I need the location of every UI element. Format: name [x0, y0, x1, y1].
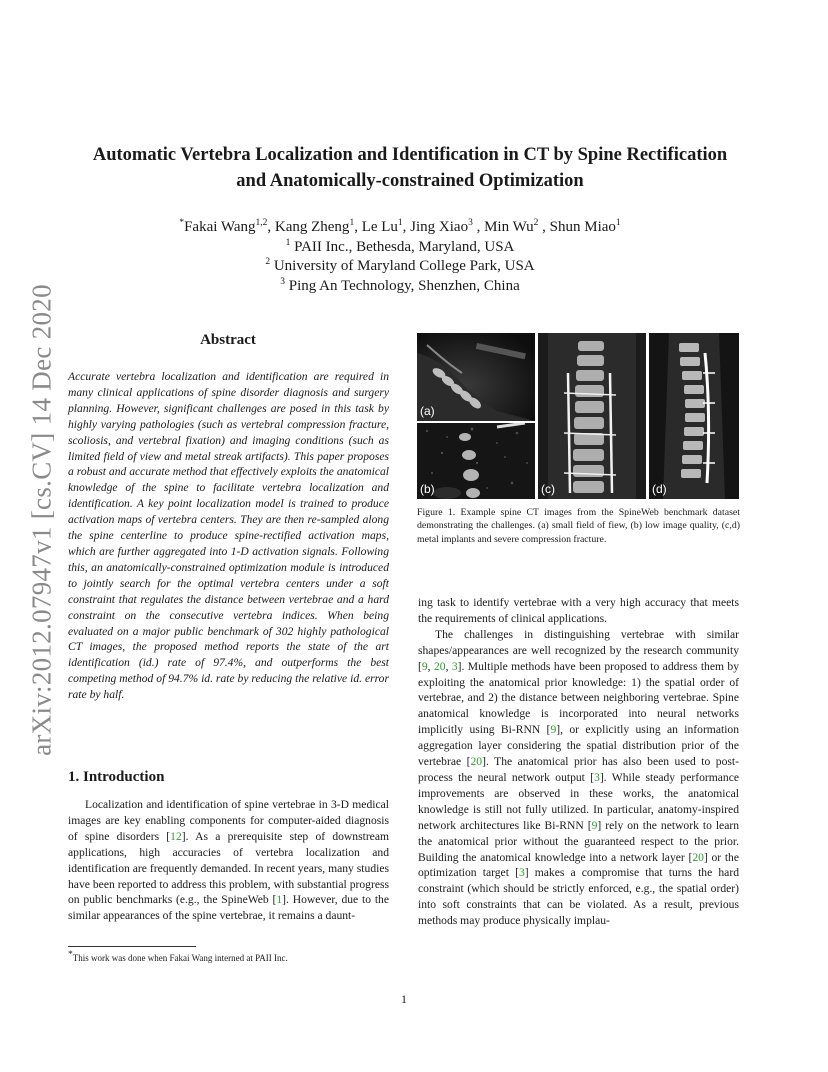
author-star: *	[179, 218, 185, 228]
ct-panel-d	[649, 333, 739, 499]
right-column-text	[418, 595, 739, 929]
affil-text: PAII Inc., Bethesda, Maryland, USA	[290, 238, 515, 255]
footnote-star: *	[68, 950, 73, 960]
author-name: Fakai Wang	[184, 219, 256, 235]
citation-link[interactable]: 3	[594, 770, 600, 784]
author-block	[100, 218, 700, 296]
affil-text: Ping An Technology, Shenzhen, China	[284, 277, 520, 294]
author-name: , Min Wu	[472, 219, 534, 235]
citation-link[interactable]: 20	[692, 850, 704, 864]
affil-sup: 2	[265, 257, 271, 267]
ct-image-c	[538, 333, 646, 499]
footnote-text: This work was done when Fakai Wang interned at PAII Inc.	[72, 953, 288, 963]
author-affil-sup: 1	[397, 218, 403, 228]
citation-link[interactable]: 20	[433, 659, 446, 673]
citation-link[interactable]: 3	[451, 659, 458, 673]
intro-paragraph	[68, 797, 389, 924]
affiliation-3	[100, 277, 700, 297]
abstract-heading: Abstract	[200, 332, 256, 348]
affiliation-2	[100, 257, 700, 277]
author-affil-sup: 1	[615, 218, 621, 228]
intro-text: Localization and identification of spine vertebrae in 3-D medical images are key enabling components for computer-aided diagnosis of spine disorders [	[68, 798, 389, 843]
body-text: ], or explicitly using an information aggregation layer considering the spatial distribution prior of the vertebrae [	[418, 723, 740, 769]
author-list	[100, 218, 700, 238]
citation-link[interactable]: 9	[591, 818, 598, 832]
intro-text: ]. As a prerequisite step of downstream applications, high accuracies of vertebra localization and identification are frequently demanded. In recent years, many studies have been reported to address this problem, with substantial progress on public benchmarks (e.g., the SpineWeb [	[68, 829, 389, 907]
affiliation-1	[100, 238, 700, 258]
panel-label-b: (b)	[420, 482, 435, 496]
affil-text: University of Maryland College Park, USA	[270, 258, 535, 274]
footnote-rule	[68, 946, 196, 947]
author-name: , Jing Xiao	[402, 219, 469, 235]
figure-caption: Figure 1. Example spine CT images from the SpineWeb benchmark dataset demonstrating the challenges. (a) small field of fiew, (b) low image quality, (c,d) metal implants and severe compression fracture.	[417, 507, 740, 545]
section-heading-introduction: 1. Introduction	[68, 769, 165, 785]
footnote	[68, 952, 398, 964]
body-text: ] makes a compromise that turns the hard constraint (which should be strictly enforced, e.g., the spatial order) into soft constraints that can be violated. As a result, previous methods may produce physically implau-	[418, 866, 739, 928]
page-number: 1	[401, 992, 407, 1006]
ct-panel-b	[417, 423, 535, 499]
body-text: ]. The anatomical prior has also been used to post-process the neural network output [	[418, 755, 739, 784]
ct-image-d	[649, 333, 739, 499]
author-name: , Kang Zheng	[267, 219, 350, 235]
citation-link[interactable]: 1	[276, 893, 283, 907]
ct-image-b	[417, 423, 535, 499]
author-affil-sup: 1	[349, 218, 355, 228]
paragraph-continued: ing task to identify vertebrae with a very high accuracy that meets the requirements of clinical applications.	[418, 596, 739, 625]
panel-label-d: (d)	[652, 482, 667, 496]
affil-sup: 3	[280, 276, 285, 287]
ct-panel-a	[417, 333, 535, 421]
author-affil-sup: 2	[533, 218, 539, 228]
body-text: The challenges in distinguishing vertebrae with similar shapes/appearances are well recognized by the research community [	[418, 627, 739, 673]
paper-title	[60, 142, 760, 194]
citation-link[interactable]: 3	[518, 866, 525, 880]
panel-label-a: (a)	[420, 404, 435, 418]
ct-image-a	[417, 333, 535, 421]
body-text: ]. Multiple methods have been proposed to address them by exploiting the anatomical prior knowledge: 1) the spatial order of vertebrae, and 2) the distance between neighboring vertebrae. Spine anatomical knowledge is incorporated into neural networks implicitly using Bi-RNN [	[418, 659, 740, 737]
citation-link[interactable]: 9	[421, 659, 428, 673]
body-text: ]. While steady performance improvements are observed in these works, the anatomical knowledge is still not fully utilized. In particular, anatomy-inspired network architectures like Bi-RNN [	[418, 770, 740, 832]
abstract-body: Accurate vertebra localization and identification are required in many clinical applications of spine disorder diagnosis and surgery planning. However, significant challenges are posed in this task by highly varying pathologies (such as vertebral compression fracture, scoliosis, and vertebral fixation) and imaging conditions (such as limited field of view and metal streak artifacts). This paper proposes a robust and accurate method that effectively exploits the anatomical knowledge of the spine to facilitate vertebra localization and identification. A key point localization model is trained to produce activation maps of vertebra centers. They are then re-sampled along the spine centerline to produce spine-rectified activation maps, which are further aggregated into 1-D activation signals. Following this, an anatomically-constrained optimization module is introduced to jointly search for the optimal vertebra centers under a soft constraint that regulates the distance between vertebrae and a hard constraint on the consecutive vertebra indices. When being evaluated on a major public benchmark of 302 highly pathological CT images, the proposed method reports the state of the art identification (id.) rate of 97.4%, and outperforms the best competing method of 94.7% id. rate by reducing the relative id. error rate by half.	[68, 370, 389, 702]
citation-link[interactable]: 20	[470, 755, 483, 769]
body-text: ] or the optimization target [	[418, 850, 739, 880]
author-name: , Shun Miao	[538, 219, 616, 235]
figure-1	[417, 333, 739, 499]
author-affil-sup: 1,2	[255, 218, 268, 228]
arxiv-stamp	[22, 285, 62, 755]
paragraph-challenges	[418, 627, 739, 929]
panel-label-c: (c)	[541, 482, 555, 496]
citation-link[interactable]: 12	[170, 829, 182, 843]
author-affil-sup: 3	[468, 218, 473, 228]
title-line-2: and Anatomically-constrained Optimization	[236, 171, 584, 191]
body-text: ,	[427, 659, 434, 673]
arxiv-stamp-text: arXiv:2012.07947v1 [cs.CV] 14 Dec 2020	[26, 284, 57, 756]
body-text: ] rely on the network to learn the anatomical prior without the guaranteed respect to the prior. Building the anatomical knowledge into a network layer [	[418, 818, 740, 864]
affil-sup: 1	[285, 237, 291, 248]
intro-text: ]. However, due to the similar appearances of the spine vertebrae, it remains a daunt-	[68, 893, 389, 923]
title-line-1: Automatic Vertebra Localization and Identification in CT by Spine Rectification	[92, 145, 728, 165]
body-text: ,	[445, 659, 452, 673]
author-name: , Le Lu	[354, 219, 398, 235]
citation-link[interactable]: 9	[550, 723, 557, 737]
ct-panel-c	[538, 333, 646, 499]
